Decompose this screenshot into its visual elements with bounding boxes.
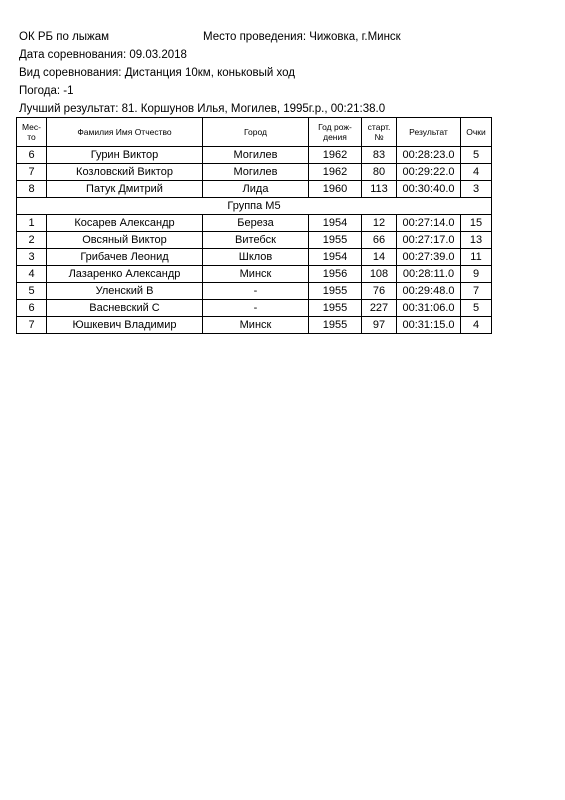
cell-start: 76 xyxy=(362,283,397,300)
weather-line: Погода: -1 xyxy=(19,85,74,97)
table-row xyxy=(17,164,492,181)
cell-name: Уленский В xyxy=(47,283,203,300)
cell-points: 5 xyxy=(461,300,492,317)
cell-points: 13 xyxy=(461,232,492,249)
cell-city: Лида xyxy=(203,181,309,198)
cell-start: 83 xyxy=(362,147,397,164)
cell-city: Минск xyxy=(203,317,309,334)
cell-place: 5 xyxy=(17,283,47,300)
cell-result: 00:27:39.0 xyxy=(397,249,461,266)
cell-place: 6 xyxy=(17,300,47,317)
cell-start: 97 xyxy=(362,317,397,334)
cell-start: 66 xyxy=(362,232,397,249)
cell-result: 00:31:15.0 xyxy=(397,317,461,334)
cell-points: 15 xyxy=(461,215,492,232)
cell-start: 12 xyxy=(362,215,397,232)
table-row xyxy=(17,249,492,266)
cell-year: 1960 xyxy=(309,181,362,198)
cell-result: 00:29:22.0 xyxy=(397,164,461,181)
results-table xyxy=(16,117,492,334)
cell-place: 7 xyxy=(17,164,47,181)
cell-year: 1956 xyxy=(309,266,362,283)
table-row xyxy=(17,147,492,164)
cell-year: 1954 xyxy=(309,215,362,232)
cell-start: 80 xyxy=(362,164,397,181)
col-result-header: Результат xyxy=(397,118,461,147)
cell-start: 113 xyxy=(362,181,397,198)
cell-start: 227 xyxy=(362,300,397,317)
cell-start: 108 xyxy=(362,266,397,283)
group-row xyxy=(17,198,492,215)
date-line: Дата соревнования: 09.03.2018 xyxy=(19,49,187,61)
cell-year: 1955 xyxy=(309,232,362,249)
org-title: ОК РБ по лыжам xyxy=(19,31,110,43)
cell-place: 8 xyxy=(17,181,47,198)
best-result-line: Лучший результат: 81. Коршунов Илья, Могилев, 1995г.р., 00:21:38.0 xyxy=(19,103,386,115)
cell-name: Грибачев Леонид xyxy=(47,249,203,266)
cell-result: 00:31:06.0 xyxy=(397,300,461,317)
cell-year: 1962 xyxy=(309,164,362,181)
cell-year: 1955 xyxy=(309,283,362,300)
cell-year: 1955 xyxy=(309,300,362,317)
table-row xyxy=(17,232,492,249)
table-row xyxy=(17,283,492,300)
cell-start: 14 xyxy=(362,249,397,266)
cell-city: Могилев xyxy=(203,164,309,181)
group-label: Группа М5 xyxy=(17,198,492,215)
table-header-row xyxy=(17,118,492,147)
cell-name: Юшкевич Владимир xyxy=(47,317,203,334)
cell-points: 9 xyxy=(461,266,492,283)
cell-result: 00:27:14.0 xyxy=(397,215,461,232)
table-row xyxy=(17,181,492,198)
cell-name: Лазаренко Александр xyxy=(47,266,203,283)
cell-place: 7 xyxy=(17,317,47,334)
venue-line: Место проведения: Чижовка, г.Минск xyxy=(203,31,401,43)
type-line: Вид соревнования: Дистанция 10км, коньковый ход xyxy=(19,67,296,79)
col-year-header: Год рож- дения xyxy=(309,118,362,147)
cell-city: Витебск xyxy=(203,232,309,249)
cell-result: 00:29:48.0 xyxy=(397,283,461,300)
cell-name: Овсяный Виктор xyxy=(47,232,203,249)
cell-place: 4 xyxy=(17,266,47,283)
cell-points: 11 xyxy=(461,249,492,266)
col-points-header: Очки xyxy=(461,118,492,147)
cell-city: Береза xyxy=(203,215,309,232)
table-row xyxy=(17,215,492,232)
table-row xyxy=(17,266,492,283)
col-place-header: Мес- то xyxy=(17,118,47,147)
cell-place: 3 xyxy=(17,249,47,266)
cell-result: 00:28:23.0 xyxy=(397,147,461,164)
cell-city: - xyxy=(203,300,309,317)
cell-city: - xyxy=(203,283,309,300)
cell-points: 3 xyxy=(461,181,492,198)
col-city-header: Город xyxy=(203,118,309,147)
col-start-header: старт. № xyxy=(362,118,397,147)
table-row xyxy=(17,300,492,317)
cell-name: Косарев Александр xyxy=(47,215,203,232)
table-row xyxy=(17,317,492,334)
cell-year: 1962 xyxy=(309,147,362,164)
cell-place: 6 xyxy=(17,147,47,164)
cell-result: 00:30:40.0 xyxy=(397,181,461,198)
cell-city: Могилев xyxy=(203,147,309,164)
cell-year: 1954 xyxy=(309,249,362,266)
cell-name: Патук Дмитрий xyxy=(47,181,203,198)
cell-city: Минск xyxy=(203,266,309,283)
col-name-header: Фамилия Имя Отчество xyxy=(47,118,203,147)
cell-points: 4 xyxy=(461,317,492,334)
cell-name: Гурин Виктор xyxy=(47,147,203,164)
cell-place: 1 xyxy=(17,215,47,232)
cell-result: 00:28:11.0 xyxy=(397,266,461,283)
cell-points: 7 xyxy=(461,283,492,300)
cell-city: Шклов xyxy=(203,249,309,266)
cell-result: 00:27:17.0 xyxy=(397,232,461,249)
cell-name: Козловский Виктор xyxy=(47,164,203,181)
cell-points: 5 xyxy=(461,147,492,164)
cell-name: Васневский С xyxy=(47,300,203,317)
cell-year: 1955 xyxy=(309,317,362,334)
cell-points: 4 xyxy=(461,164,492,181)
cell-place: 2 xyxy=(17,232,47,249)
